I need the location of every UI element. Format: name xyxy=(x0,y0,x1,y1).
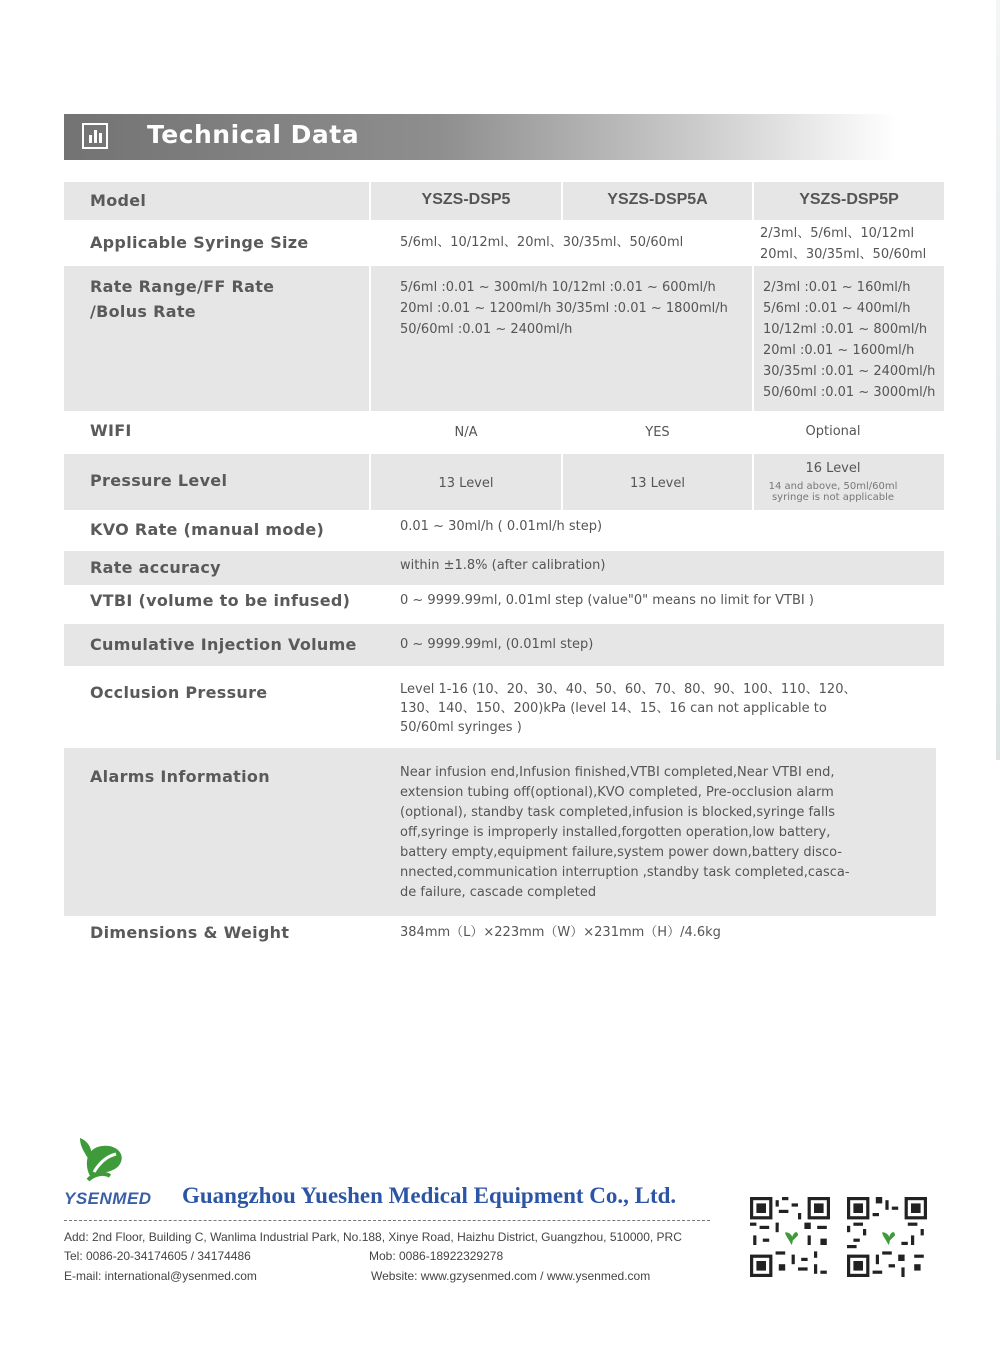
table-row-wifi xyxy=(64,414,944,452)
cell-value: Level 1-16 (10、20、30、40、50、60、70、80、90、100、110、120、 xyxy=(400,682,857,697)
email: E-mail: international@ysenmed.com xyxy=(64,1269,257,1283)
cell-value: 10/12ml :0.01 ~ 800ml/h xyxy=(763,322,928,337)
row-label: Alarms Information xyxy=(90,767,270,786)
company-name: Guangzhou Yueshen Medical Equipment Co., Ltd. xyxy=(182,1183,677,1208)
cell-value: 5/6ml、10/12ml、20ml、30/35ml、50/60ml xyxy=(400,235,684,250)
cell-value: 2/3ml :0.01 ~ 160ml/h xyxy=(763,280,911,295)
cell-value: 16 Level xyxy=(805,461,861,476)
cell-value: 5/6ml :0.01 ~ 300ml/h 10/12ml :0.01 ~ 600ml/h xyxy=(400,280,716,295)
section-title: Technical Data xyxy=(147,120,360,149)
cell-value: 50/60ml :0.01 ~ 3000ml/h xyxy=(763,385,936,400)
cell-value: Near infusion end,Infusion finished,VTBI completed,Near VTBI end, xyxy=(400,765,835,780)
row-label: Rate Range/FF Rate xyxy=(90,277,275,296)
cell-value: 20ml :0.01 ~ 1600ml/h xyxy=(763,343,915,358)
cell-value: 130、140、150、200)kPa (level 14、15、16 can not applicable to xyxy=(400,701,827,716)
row-label: Cumulative Injection Volume xyxy=(90,635,357,654)
row-label: Occlusion Pressure xyxy=(90,683,268,702)
row-label: Rate accuracy xyxy=(90,558,221,577)
company-logo xyxy=(64,1136,164,1212)
cell-value: 30/35ml :0.01 ~ 2400ml/h xyxy=(763,364,936,379)
cell-value: 20ml :0.01 ~ 1200ml/h 30/35ml :0.01 ~ 1800ml/h xyxy=(400,301,728,316)
table-row-accuracy xyxy=(64,551,944,585)
cell-value: 20ml、30/35ml、50/60ml xyxy=(760,247,927,262)
cell-value: 0 ~ 9999.99ml, 0.01ml step (value"0" means no limit for VTBI ) xyxy=(400,593,814,608)
cell-value: de failure, cascade completed xyxy=(400,885,597,900)
row-label: Pressure Level xyxy=(90,471,228,490)
cell-value: 13 Level xyxy=(630,476,685,491)
logo-text: YSENMED xyxy=(64,1189,152,1208)
cell-value: 13 Level xyxy=(438,476,494,491)
model-header: YSZS-DSP5A xyxy=(607,191,708,208)
row-label: WIFI xyxy=(90,421,132,440)
section-banner xyxy=(64,114,896,160)
cell-value: 5/6ml :0.01 ~ 400ml/h xyxy=(763,301,911,316)
website: Website: www.gzysenmed.com / www.ysenmed.com xyxy=(371,1269,651,1283)
divider xyxy=(64,1220,710,1221)
row-label: /Bolus Rate xyxy=(90,302,196,321)
cell-value: YES xyxy=(645,425,670,440)
cell-value: 50/60ml syringes ) xyxy=(400,720,522,735)
cell-note: syringe is not applicable xyxy=(771,492,895,503)
cell-value: off,syringe is improperly installed,forgotten operation,low battery, xyxy=(400,825,831,840)
row-label: Applicable Syringe Size xyxy=(90,233,309,252)
page-edge xyxy=(996,0,1000,760)
table-row-model xyxy=(64,182,944,220)
cell-value: 0.01 ~ 30ml/h ( 0.01ml/h step) xyxy=(400,519,603,534)
table-row-pressure xyxy=(64,454,944,510)
qr-code-icon xyxy=(750,1197,830,1277)
cell-value: within ±1.8% (after calibration) xyxy=(400,558,606,573)
cell-note: 14 and above, 50ml/60ml xyxy=(768,481,898,492)
cell-value: extension tubing off(optional),KVO completed, Pre-occlusion alarm xyxy=(400,785,834,800)
cell-value: (optional), standby task completed,infusion is blocked,syringe falls xyxy=(400,805,835,820)
cell-value: 50/60ml :0.01 ~ 2400ml/h xyxy=(400,322,573,337)
table-row-cumulative xyxy=(64,624,944,666)
address: Add: 2nd Floor, Building C, Wanlima Industrial Park, No.188, Xinye Road, Haizhu District, Guangzhou, 510000, PRC xyxy=(64,1230,682,1244)
row-label: VTBI (volume to be infused) xyxy=(90,591,351,610)
row-label: KVO Rate (manual mode) xyxy=(90,520,325,539)
row-label: Model xyxy=(90,191,147,210)
table-row-rate xyxy=(64,266,944,411)
table-row-vtbi xyxy=(64,586,944,622)
cell-value: 384mm（L）×223mm（W）×231mm（H）/4.6kg xyxy=(400,925,721,940)
table-row-kvo xyxy=(64,512,944,550)
row-label: Dimensions & Weight xyxy=(90,923,290,942)
model-header: YSZS-DSP5 xyxy=(421,191,511,208)
cell-value: battery empty,equipment failure,system power down,battery disco- xyxy=(400,845,842,860)
bar-chart-icon xyxy=(82,123,108,149)
cell-value: Optional xyxy=(805,424,861,439)
leaf-logo-icon xyxy=(64,1136,164,1190)
cell-value: N/A xyxy=(454,425,478,440)
table-row-dimensions xyxy=(64,918,944,954)
qr-code-icon xyxy=(847,1197,927,1277)
cell-value: nnected,communication interruption ,standby task completed,casca- xyxy=(400,865,850,880)
model-header: YSZS-DSP5P xyxy=(799,191,899,208)
cell-value: 0 ~ 9999.99ml, (0.01ml step) xyxy=(400,637,594,652)
cell-value: 2/3ml、5/6ml、10/12ml xyxy=(760,226,915,241)
telephone: Tel: 0086-20-34174605 / 34174486 xyxy=(64,1249,251,1263)
table-row-occlusion xyxy=(64,668,944,746)
mobile: Mob: 0086-18922329278 xyxy=(369,1249,504,1263)
table-row-syringe xyxy=(64,222,944,264)
table-row-alarms xyxy=(64,748,936,916)
